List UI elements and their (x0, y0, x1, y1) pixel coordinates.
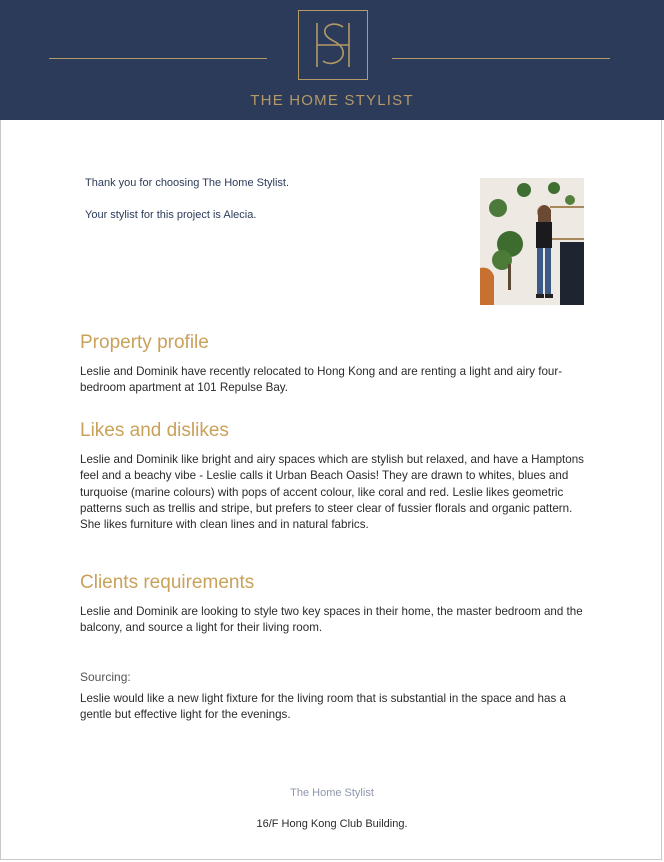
property-profile-text: Leslie and Dominik have recently relocated to Hong Kong and are renting a light and airy four-bedroom apartment at 101 Repulse Bay. (80, 365, 563, 395)
sourcing-label: Sourcing: (80, 670, 131, 684)
likes-dislikes-text: Leslie and Dominik like bright and airy spaces which are stylish but relaxed, and have a Hamptons feel and a beachy vibe - Leslie calls it Urban Beach Oasis! They are drawn to whites, blues and turquoise (marine colours) with pops of accent colour, like coral and red. Leslie likes geometric patterns such as trellis and stripe, but prefers to steer clear of fussier florals and organic pattern. She likes furniture with clean lines and in natural fabrics. (80, 453, 584, 532)
header-rule-right (392, 58, 610, 59)
header-rule-left (49, 58, 267, 59)
header-banner (0, 0, 664, 120)
footer-brand: The Home Stylist (290, 787, 374, 799)
footer-address: 16/F Hong Kong Club Building. (256, 818, 408, 830)
section-title-property-profile: Property profile (80, 332, 209, 353)
section-title-clients-requirements: Clients requirements (80, 572, 255, 593)
thanks-text: Thank you for choosing The Home Stylist. (85, 177, 290, 189)
stylist-photo (480, 178, 584, 305)
brand-name: THE HOME STYLIST (250, 92, 414, 109)
clients-requirements-text: Leslie and Dominik are looking to style two key spaces in their home, the master bedroom and the balcony, and source a light for their living room. (80, 605, 583, 635)
stylist-text: Your stylist for this project is Alecia. (85, 209, 257, 221)
sourcing-text: Leslie would like a new light fixture for the living room that is substantial in the space and has a gentle but effective light for the evenings. (80, 692, 566, 722)
section-title-likes-dislikes: Likes and dislikes (80, 420, 229, 441)
brand-logo-icon (298, 10, 368, 80)
